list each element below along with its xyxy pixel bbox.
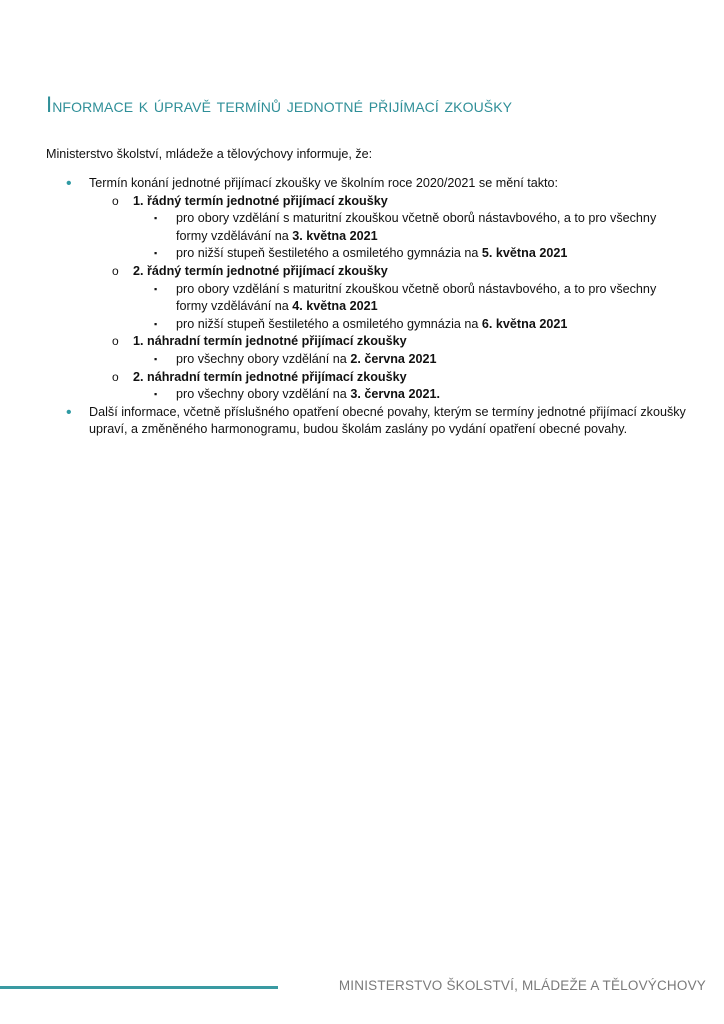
list-item-text — [176, 351, 686, 369]
list-item-text — [176, 210, 686, 245]
date-text: 6. května 2021 — [481, 316, 568, 331]
document-title — [46, 92, 686, 118]
title-initial: I — [46, 92, 53, 117]
footer-divider — [0, 986, 278, 989]
list-item-text-part: pro obory vzdělání s maturitní zkouškou včetně oborů nástavbového, a to pro všechny formy vzdělávání na — [176, 281, 657, 314]
list-item — [0, 369, 724, 387]
list-item — [0, 351, 724, 369]
list-item-text — [176, 386, 686, 404]
bullet-square-icon: ▪ — [154, 389, 158, 400]
bullet-circle-icon: o — [112, 369, 119, 384]
list-item-text: 1. řádný termín jednotné přijímací zkoušky — [133, 193, 388, 208]
list-item — [0, 281, 724, 316]
bullet-list — [0, 175, 724, 439]
list-item — [0, 263, 724, 281]
date-text: 5. května 2021 — [481, 246, 568, 261]
date-text: 3. června 2021. — [350, 387, 440, 402]
list-item — [0, 193, 724, 211]
list-item-text — [176, 281, 686, 316]
intro-text: Ministerstvo školství, mládeže a tělovýchovy informuje, že: — [46, 147, 373, 161]
list-item-text: 2. řádný termín jednotné přijímací zkoušky — [133, 263, 388, 278]
bullet-dot-icon: • — [66, 403, 72, 421]
bullet-circle-icon: o — [112, 263, 119, 278]
date-text: 3. května 2021 — [292, 228, 378, 243]
list-item-text-part: pro všechny obory vzdělání na — [176, 351, 351, 366]
bullet-square-icon: ▪ — [154, 283, 158, 294]
bullet-dot-icon: • — [66, 175, 72, 192]
list-item-text: Termín konání jednotné přijímací zkoušky ve školním roce 2020/2021 se mění takto: — [89, 176, 559, 190]
footer-ministry-name: MINISTERSTVO ŠKOLSTVÍ, MLÁDEŽE A TĚLOVÝCHOVY — [338, 978, 706, 993]
title-rest: nformace k úpravě termínů jednotné přijímací zkoušky — [52, 95, 513, 117]
list-item — [0, 316, 724, 334]
list-item-text — [176, 316, 686, 334]
list-item-text: Další informace, včetně příslušného opatření obecné povahy, kterým se termíny jednotné přijímací zkoušky upraví, a změněného harmonogramu, budou školám zaslány po vydání opatření obecné povahy. — [89, 404, 686, 437]
date-text: 2. června 2021 — [350, 351, 437, 366]
list-item-text-part: pro nižší stupeň šestiletého a osmiletého gymnázia na — [176, 316, 482, 331]
list-item — [0, 386, 724, 404]
list-item — [0, 175, 724, 193]
list-item — [0, 245, 724, 263]
list-item-text — [176, 245, 686, 263]
list-item — [0, 333, 724, 351]
list-item-text-part: pro obory vzdělání s maturitní zkouškou včetně oborů nástavbového, a to pro všechny formy vzdělávání na — [176, 211, 657, 243]
list-item — [0, 210, 724, 245]
bullet-circle-icon: o — [112, 193, 119, 208]
bullet-circle-icon: o — [112, 334, 119, 349]
list-item-text: 2. náhradní termín jednotné přijímací zkoušky — [133, 369, 407, 384]
list-item-text-part: pro všechny obory vzdělání na — [176, 387, 351, 402]
list-item — [0, 404, 724, 439]
list-item-text: 1. náhradní termín jednotné přijímací zkoušky — [133, 334, 407, 349]
bullet-square-icon: ▪ — [154, 353, 158, 364]
date-text: 4. května 2021 — [292, 299, 378, 314]
bullet-square-icon: ▪ — [154, 318, 158, 329]
bullet-square-icon: ▪ — [154, 248, 158, 259]
bullet-square-icon: ▪ — [154, 213, 158, 224]
list-item-text-part: pro nižší stupeň šestiletého a osmiletého gymnázia na — [176, 246, 482, 261]
